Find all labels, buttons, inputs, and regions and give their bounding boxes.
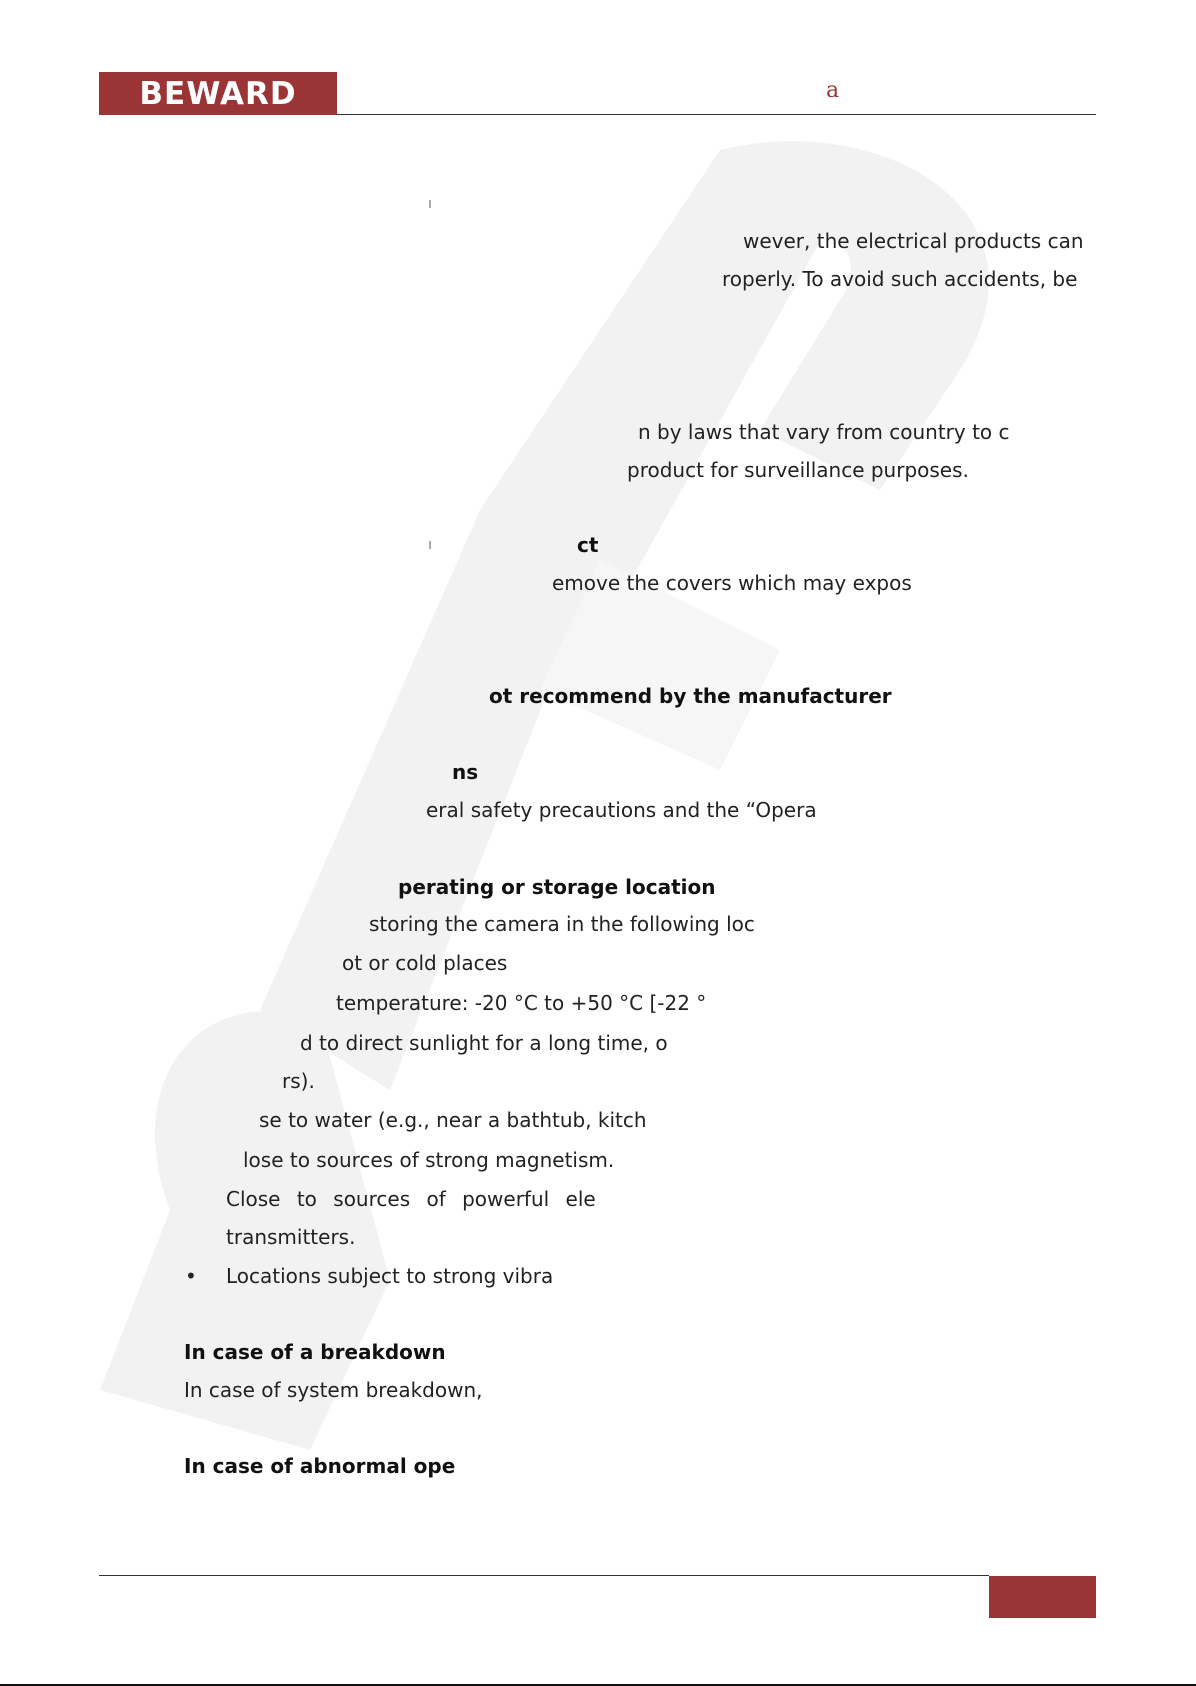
text-line: product for surveillance purposes.	[627, 458, 969, 482]
text-line: wever, the electrical products can	[743, 229, 1084, 253]
heading-line: ot recommend by the manufacturer	[489, 684, 892, 708]
tick-mark	[429, 200, 431, 208]
heading-line: ns	[452, 760, 479, 784]
text-line: eral safety precautions and the “Opera	[426, 798, 817, 822]
text-line: se to water (e.g., near a bathtub, kitch	[259, 1108, 647, 1132]
text-line: ot or cold places	[342, 951, 508, 975]
text-line: emove the covers which may expos	[552, 571, 912, 595]
text-line: lose to sources of strong magnetism.	[243, 1148, 615, 1172]
header-rule	[337, 114, 1096, 115]
heading-line: perating or storage location	[398, 875, 716, 899]
heading-line: ct	[577, 533, 599, 557]
text-line: n by laws that vary from country to c	[638, 420, 1010, 444]
text-line: Close to sources of powerful ele	[226, 1187, 596, 1211]
footer-rule	[99, 1575, 989, 1576]
text-line: roperly. To avoid such accidents, be	[722, 267, 1078, 291]
beward-watermark	[60, 130, 1140, 1550]
section-heading-breakdown: In case of a breakdown	[184, 1340, 446, 1364]
bullet: •	[185, 1264, 197, 1288]
section-heading-abnormal: In case of abnormal ope	[184, 1454, 456, 1478]
footer-page-box	[989, 1576, 1096, 1618]
text-line: storing the camera in the following loc	[369, 912, 755, 936]
text-line: Locations subject to strong vibra	[226, 1264, 554, 1288]
text-line: In case of system breakdown,	[184, 1378, 483, 1402]
beward-logo	[99, 72, 337, 115]
text-line: temperature: -20 °C to +50 °C [-22 °	[336, 991, 707, 1015]
header-mark: a	[826, 78, 840, 103]
text-line: d to direct sunlight for a long time, o	[300, 1031, 668, 1055]
text-line: rs).	[282, 1069, 315, 1093]
text-line: transmitters.	[226, 1225, 356, 1249]
tick-mark	[429, 541, 431, 549]
logo-text: BEWARD	[139, 75, 297, 112]
